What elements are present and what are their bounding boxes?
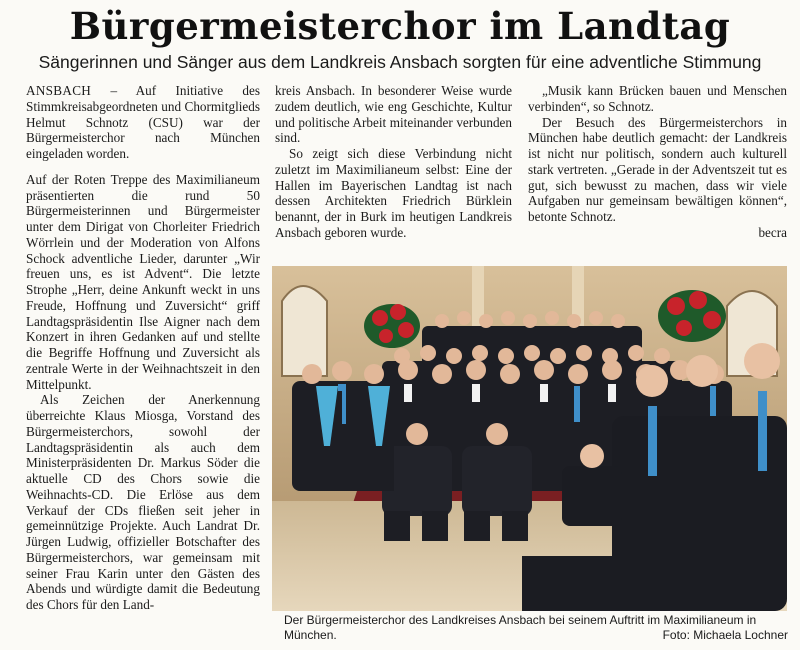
choir-photo (272, 266, 787, 611)
subheadline: Sängerinnen und Sänger aus dem Landkreis Ansbach sorgten für eine adventliche Stimmung (38, 52, 762, 72)
paragraph-6: Der Besuch des Bürgermeisterchors in München habe deutlich gemacht: der Landkreis ist nicht nur politisch, sondern auch kulturell stark vertreten. „Gerade in der Adventszeit tut es gut, sich bewusst zu machen, dass wir viele Aufgaben nur gemeinsam bewältigen können“, betonte Schnotz. (528, 114, 787, 224)
article-column-1 (26, 83, 260, 613)
paragraph-3: Als Zeichen der Anerkennung überreichte Klaus Miosga, Vorstand des Bürgermeisterchors, sowohl der Landtagspräsidentin als auch dem Ministerpräsidenten Dr. Markus Söder die aktuelle CD des Chors sowie die Weihnachts-CD. Die Erlöse aus dem Verkauf der CDs fließen seit jeher in gemeinnützige Projekte. Auch Landrat Dr. Jürgen Ludwig, offizieller Botschafter des Bürgermeisterchors, war gemeinsam mit seiner Frau Karin unter den Gästen des Abends und würdigte damit die Bedeutung des Chors für den Land- (26, 392, 260, 612)
photo-credit: Foto: Michaela Lochner (662, 628, 788, 642)
quote-paragraph: „Musik kann Brücken bauen und Menschen verbinden“, so Schnotz. (528, 83, 787, 114)
paragraph-4: kreis Ansbach. In besonderer Weise wurde zudem deutlich, wie eng Geschichte, Kultur und politische Arbeit miteinander verbunden sind. (275, 83, 512, 146)
poinsettia-right (658, 290, 726, 342)
article-column-3 (528, 83, 787, 241)
arched-window-left (282, 286, 327, 376)
headline: Bürgermeisterchor im Landtag (69, 4, 731, 48)
choir-photo-illustration (272, 266, 787, 611)
dateline: ANSBACH (26, 83, 92, 98)
paragraph-1-text: – Auf Initiative des Stimmkreisabgeordneten und Chormitglieds Helmut Schnotz (CSU) war der Bürgermeisterchor nach München eingeladen worden. (26, 83, 260, 161)
paragraph-5: So zeigt sich diese Verbindung nicht zuletzt im Maximilianeum selbst: Eine der Hallen im Bayerischen Landtag ist nach dessen Architekten Friedrich Bürklein benannt, der in Burk im heutigen Landkreis Ansbach geboren wurde. (275, 146, 512, 240)
article-column-2 (275, 83, 512, 241)
paragraph-2: Auf der Roten Treppe des Maximilianeum präsentierten die rund 50 Bürgermeisterinnen und Bürgermeister unter dem Dirigat von Chorleiter Friedrich Wörrlein und der Moderation von Alfons Schock adventliche Lieder, darunter „Wir freuen uns, es ist Advent“. Die letzte Strophe „Herr, deine Ankunft weckt in uns Freude, Hoffnung und Zuversicht“ griff Landtagspräsidentin Ilse Aigner nach dem Konzert in ihren Gedanken auf und stellte die Begriffe Hoffnung und Zuversicht als zentrale Werte in der Weihnachtszeit in den Mittelpunkt. (26, 171, 260, 392)
photo-caption: Der Bürgermeisterchor des Landkreises Ansbach bei seinem Auftritt im Maximilianeum in München. (284, 613, 757, 642)
poinsettia-left (364, 304, 420, 348)
paragraph-1 (26, 83, 260, 162)
author-byline: becra (758, 224, 787, 240)
